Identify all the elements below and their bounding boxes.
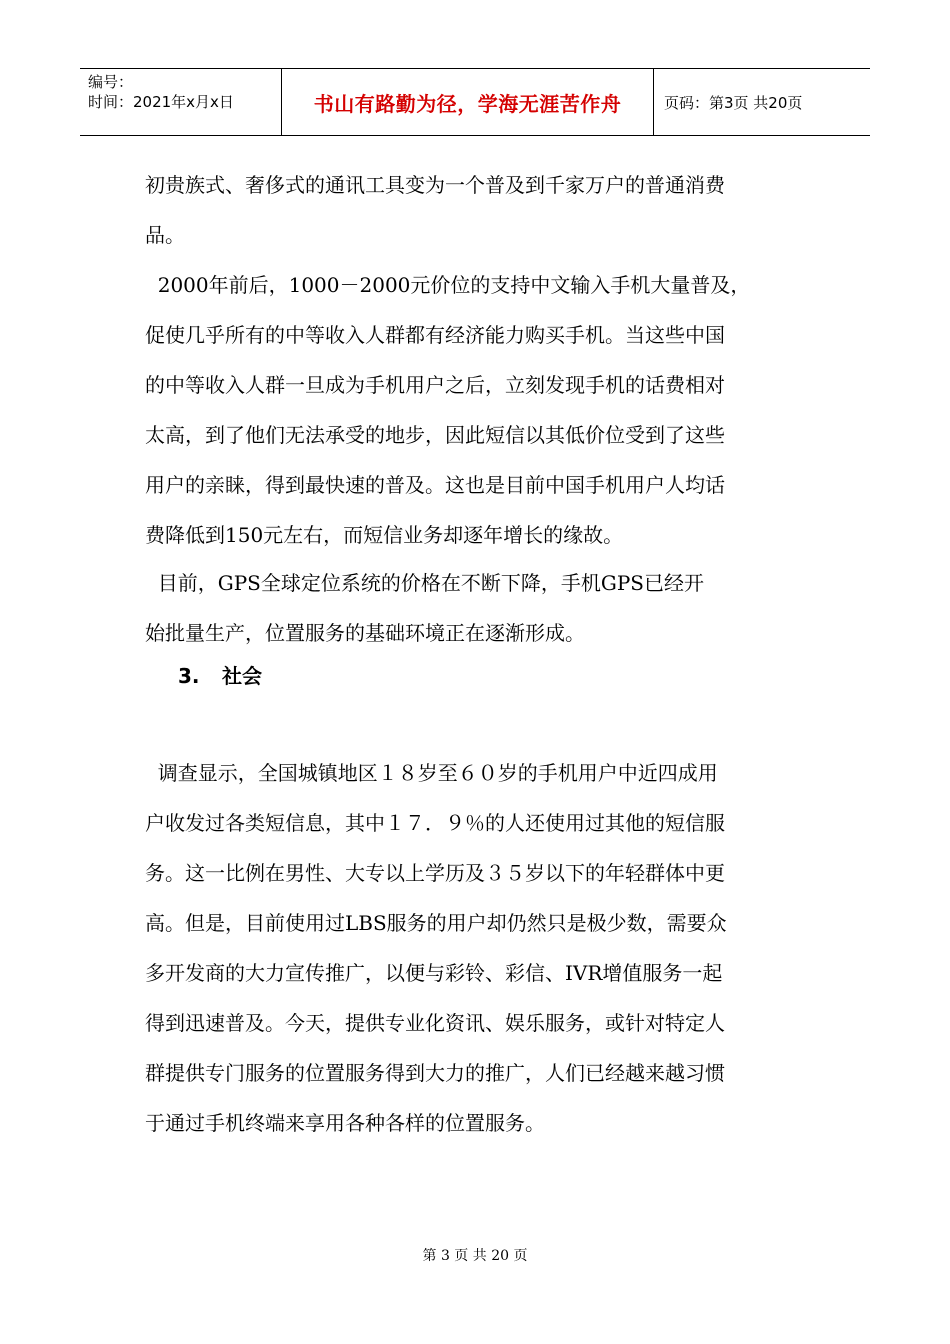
text-line: 高。但是，目前使用过LBS服务的用户却仍然只是极少数，需要众 xyxy=(145,911,727,935)
page-header xyxy=(80,68,870,136)
text-line: 目前，GPS全球定位系统的价格在不断下降，手机GPS已经开 xyxy=(145,571,704,595)
text-line: 始批量生产，位置服务的基础环境正在逐渐形成。 xyxy=(145,621,585,645)
text-line: 太高，到了他们无法承受的地步，因此短信以其低价位受到了这些 xyxy=(145,423,725,447)
text-line: 2000年前后，1000－2000元价位的支持中文输入手机大量普及， xyxy=(145,273,751,297)
header-motto: 书山有路勤为径，学海无涯苦作舟 xyxy=(313,91,622,116)
text-line: 品。 xyxy=(145,223,185,247)
text-line: 多开发商的大力宣传推广，以便与彩铃、彩信、IVR增值服务一起 xyxy=(145,961,723,985)
text-line: 的中等收入人群一旦成为手机用户之后，立刻发现手机的话费相对 xyxy=(145,373,725,397)
text-line: 得到迅速普及。今天，提供专业化资讯、娱乐服务，或针对特定人 xyxy=(145,1011,725,1035)
text-line: 群提供专门服务的位置服务得到大力的推广，人们已经越来越习惯 xyxy=(145,1061,725,1085)
paragraph-4 xyxy=(145,748,810,1148)
header-page-info: 页码：第3页 共20页 xyxy=(664,93,803,112)
text-line: 调查显示，全国城镇地区１８岁至６０岁的手机用户中近四成用 xyxy=(145,761,718,785)
text-line: 用户的亲睐，得到最快速的普及。这也是目前中国手机用户人均话 xyxy=(145,473,725,497)
text-line: 初贵族式、奢侈式的通讯工具变为一个普及到千家万户的普通消费 xyxy=(145,173,725,197)
header-meta xyxy=(80,69,282,135)
text-line: 于通过手机终端来享用各种各样的位置服务。 xyxy=(145,1111,545,1135)
paragraph-1 xyxy=(145,160,810,260)
section-heading xyxy=(178,660,262,689)
header-number-label: 编号： xyxy=(88,73,134,91)
paragraph-3 xyxy=(145,558,810,658)
section-number: 3. xyxy=(178,664,200,688)
paragraph-2 xyxy=(145,260,810,560)
text-line: 费降低到150元左右，而短信业务却逐年增长的缘故。 xyxy=(145,523,624,547)
page-footer: 第 3 页 共 20 页 xyxy=(422,1248,528,1264)
text-line: 务。这一比例在男性、大专以上学历及３５岁以下的年轻群体中更 xyxy=(145,861,725,885)
header-date: 时间：2021年x月x日 xyxy=(88,93,234,111)
header-motto-cell xyxy=(282,69,654,135)
text-line: 户收发过各类短信息，其中１７．９％的人还使用过其他的短信服 xyxy=(145,811,725,835)
section-title: 社会 xyxy=(222,664,262,688)
text-line: 促使几乎所有的中等收入人群都有经济能力购买手机。当这些中国 xyxy=(145,323,725,347)
